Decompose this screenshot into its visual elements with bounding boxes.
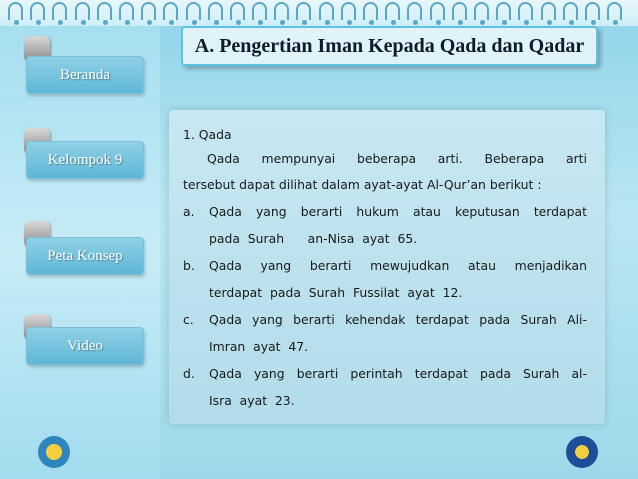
intro-word: Beberapa bbox=[484, 151, 545, 166]
list-item-line2: Isra ayat 23. bbox=[209, 393, 295, 408]
list-item-line2: pada Surah an-Nisa ayat 65. bbox=[209, 231, 418, 246]
list-item-word: Qada bbox=[209, 366, 242, 381]
item-list bbox=[183, 198, 587, 414]
list-marker: b. bbox=[183, 258, 195, 273]
page-title: A. Pengertian Iman Kepada Qada dan Qadar bbox=[181, 26, 598, 66]
spiral-ring bbox=[496, 2, 511, 20]
list-item bbox=[183, 252, 587, 279]
list-item-line2: terdapat pada Surah Fussilat ayat 12. bbox=[209, 285, 463, 300]
list-item-word: atau bbox=[412, 204, 441, 219]
spiral-ring bbox=[30, 2, 45, 20]
spiral-ring bbox=[119, 2, 134, 20]
list-item-word: terdapat bbox=[414, 366, 468, 381]
spiral-ring bbox=[319, 2, 334, 20]
spiral-ring bbox=[607, 2, 622, 20]
list-item-word: keputusan bbox=[455, 204, 520, 219]
notebook-binding bbox=[0, 0, 638, 26]
intro-word: arti bbox=[565, 151, 587, 166]
list-item bbox=[183, 306, 587, 333]
list-item-word: Ali- bbox=[567, 312, 587, 327]
list-item-word: Qada bbox=[209, 258, 242, 273]
nav-peta-konsep-button[interactable]: Peta Konsep bbox=[26, 237, 144, 275]
list-marker: c. bbox=[183, 312, 194, 327]
spiral-ring bbox=[341, 2, 356, 20]
list-item-word: yang bbox=[260, 258, 292, 273]
list-item-line1 bbox=[209, 198, 587, 225]
list-item-word: terdapat bbox=[415, 312, 469, 327]
nav-beranda-button[interactable]: Beranda bbox=[26, 56, 144, 94]
list-item-word: perintah bbox=[350, 366, 403, 381]
spiral-ring bbox=[8, 2, 23, 20]
list-item-line1 bbox=[209, 306, 587, 333]
list-item-line2: Imran ayat 47. bbox=[209, 339, 309, 354]
list-item-word: hukum bbox=[356, 204, 399, 219]
list-item-word: kehendak bbox=[345, 312, 406, 327]
list-item-word: terdapat bbox=[533, 204, 587, 219]
content-heading: 1. Qada bbox=[183, 127, 232, 142]
spiral-ring bbox=[75, 2, 90, 20]
list-item-word: yang bbox=[253, 366, 285, 381]
list-item-line1 bbox=[209, 360, 587, 387]
intro-line bbox=[183, 147, 587, 171]
spiral-ring bbox=[163, 2, 178, 20]
ministry-logo bbox=[38, 436, 70, 468]
intro-word: beberapa bbox=[356, 151, 417, 166]
spiral-ring bbox=[97, 2, 112, 20]
list-item-word: Surah bbox=[520, 312, 557, 327]
spiral-ring bbox=[430, 2, 445, 20]
intro-word: Qada bbox=[207, 151, 240, 166]
spiral-ring bbox=[296, 2, 311, 20]
spiral-ring bbox=[141, 2, 156, 20]
spiral-ring bbox=[518, 2, 533, 20]
list-item-word: yang bbox=[255, 204, 287, 219]
list-item-word: yang bbox=[252, 312, 283, 327]
list-item-word: berarti bbox=[296, 366, 339, 381]
list-item-word: menjadikan bbox=[514, 258, 587, 273]
list-item-word: Qada bbox=[209, 312, 242, 327]
spiral-ring bbox=[208, 2, 223, 20]
list-item-word: berarti bbox=[309, 258, 352, 273]
spiral-ring bbox=[563, 2, 578, 20]
list-marker: d. bbox=[183, 366, 195, 381]
spiral-ring bbox=[541, 2, 556, 20]
list-item-word: Qada bbox=[209, 204, 242, 219]
list-item-word: mewujudkan bbox=[370, 258, 450, 273]
list-marker: a. bbox=[183, 204, 195, 219]
spiral-ring bbox=[252, 2, 267, 20]
list-item-word: berarti bbox=[300, 204, 343, 219]
list-item bbox=[183, 198, 587, 225]
spiral-ring bbox=[474, 2, 489, 20]
spiral-ring bbox=[407, 2, 422, 20]
list-item-word: atau bbox=[468, 258, 496, 273]
nav-kelompok-button[interactable]: Kelompok 9 bbox=[26, 141, 144, 179]
spiral-ring bbox=[363, 2, 378, 20]
intro-word: mempunyai bbox=[261, 151, 336, 166]
nav-video-button[interactable]: Video bbox=[26, 327, 144, 365]
list-item-word: Surah bbox=[523, 366, 560, 381]
list-item-word: berarti bbox=[293, 312, 335, 327]
list-item-line1 bbox=[209, 252, 587, 279]
intro-line-2: tersebut dapat dilihat dalam ayat-ayat Al-Qur’an berikut : bbox=[183, 177, 542, 192]
list-item bbox=[183, 360, 587, 387]
spiral-ring bbox=[585, 2, 600, 20]
list-item-word: pada bbox=[479, 312, 511, 327]
spiral-row bbox=[8, 2, 638, 24]
spiral-ring bbox=[52, 2, 67, 20]
spiral-ring bbox=[186, 2, 201, 20]
spiral-ring bbox=[452, 2, 467, 20]
school-logo bbox=[566, 436, 598, 468]
spiral-ring bbox=[385, 2, 400, 20]
list-item-word: al- bbox=[571, 366, 587, 381]
content-text bbox=[183, 123, 587, 414]
spiral-ring bbox=[274, 2, 289, 20]
spiral-ring bbox=[230, 2, 245, 20]
intro-word: arti. bbox=[437, 151, 463, 166]
list-item-word: pada bbox=[480, 366, 511, 381]
